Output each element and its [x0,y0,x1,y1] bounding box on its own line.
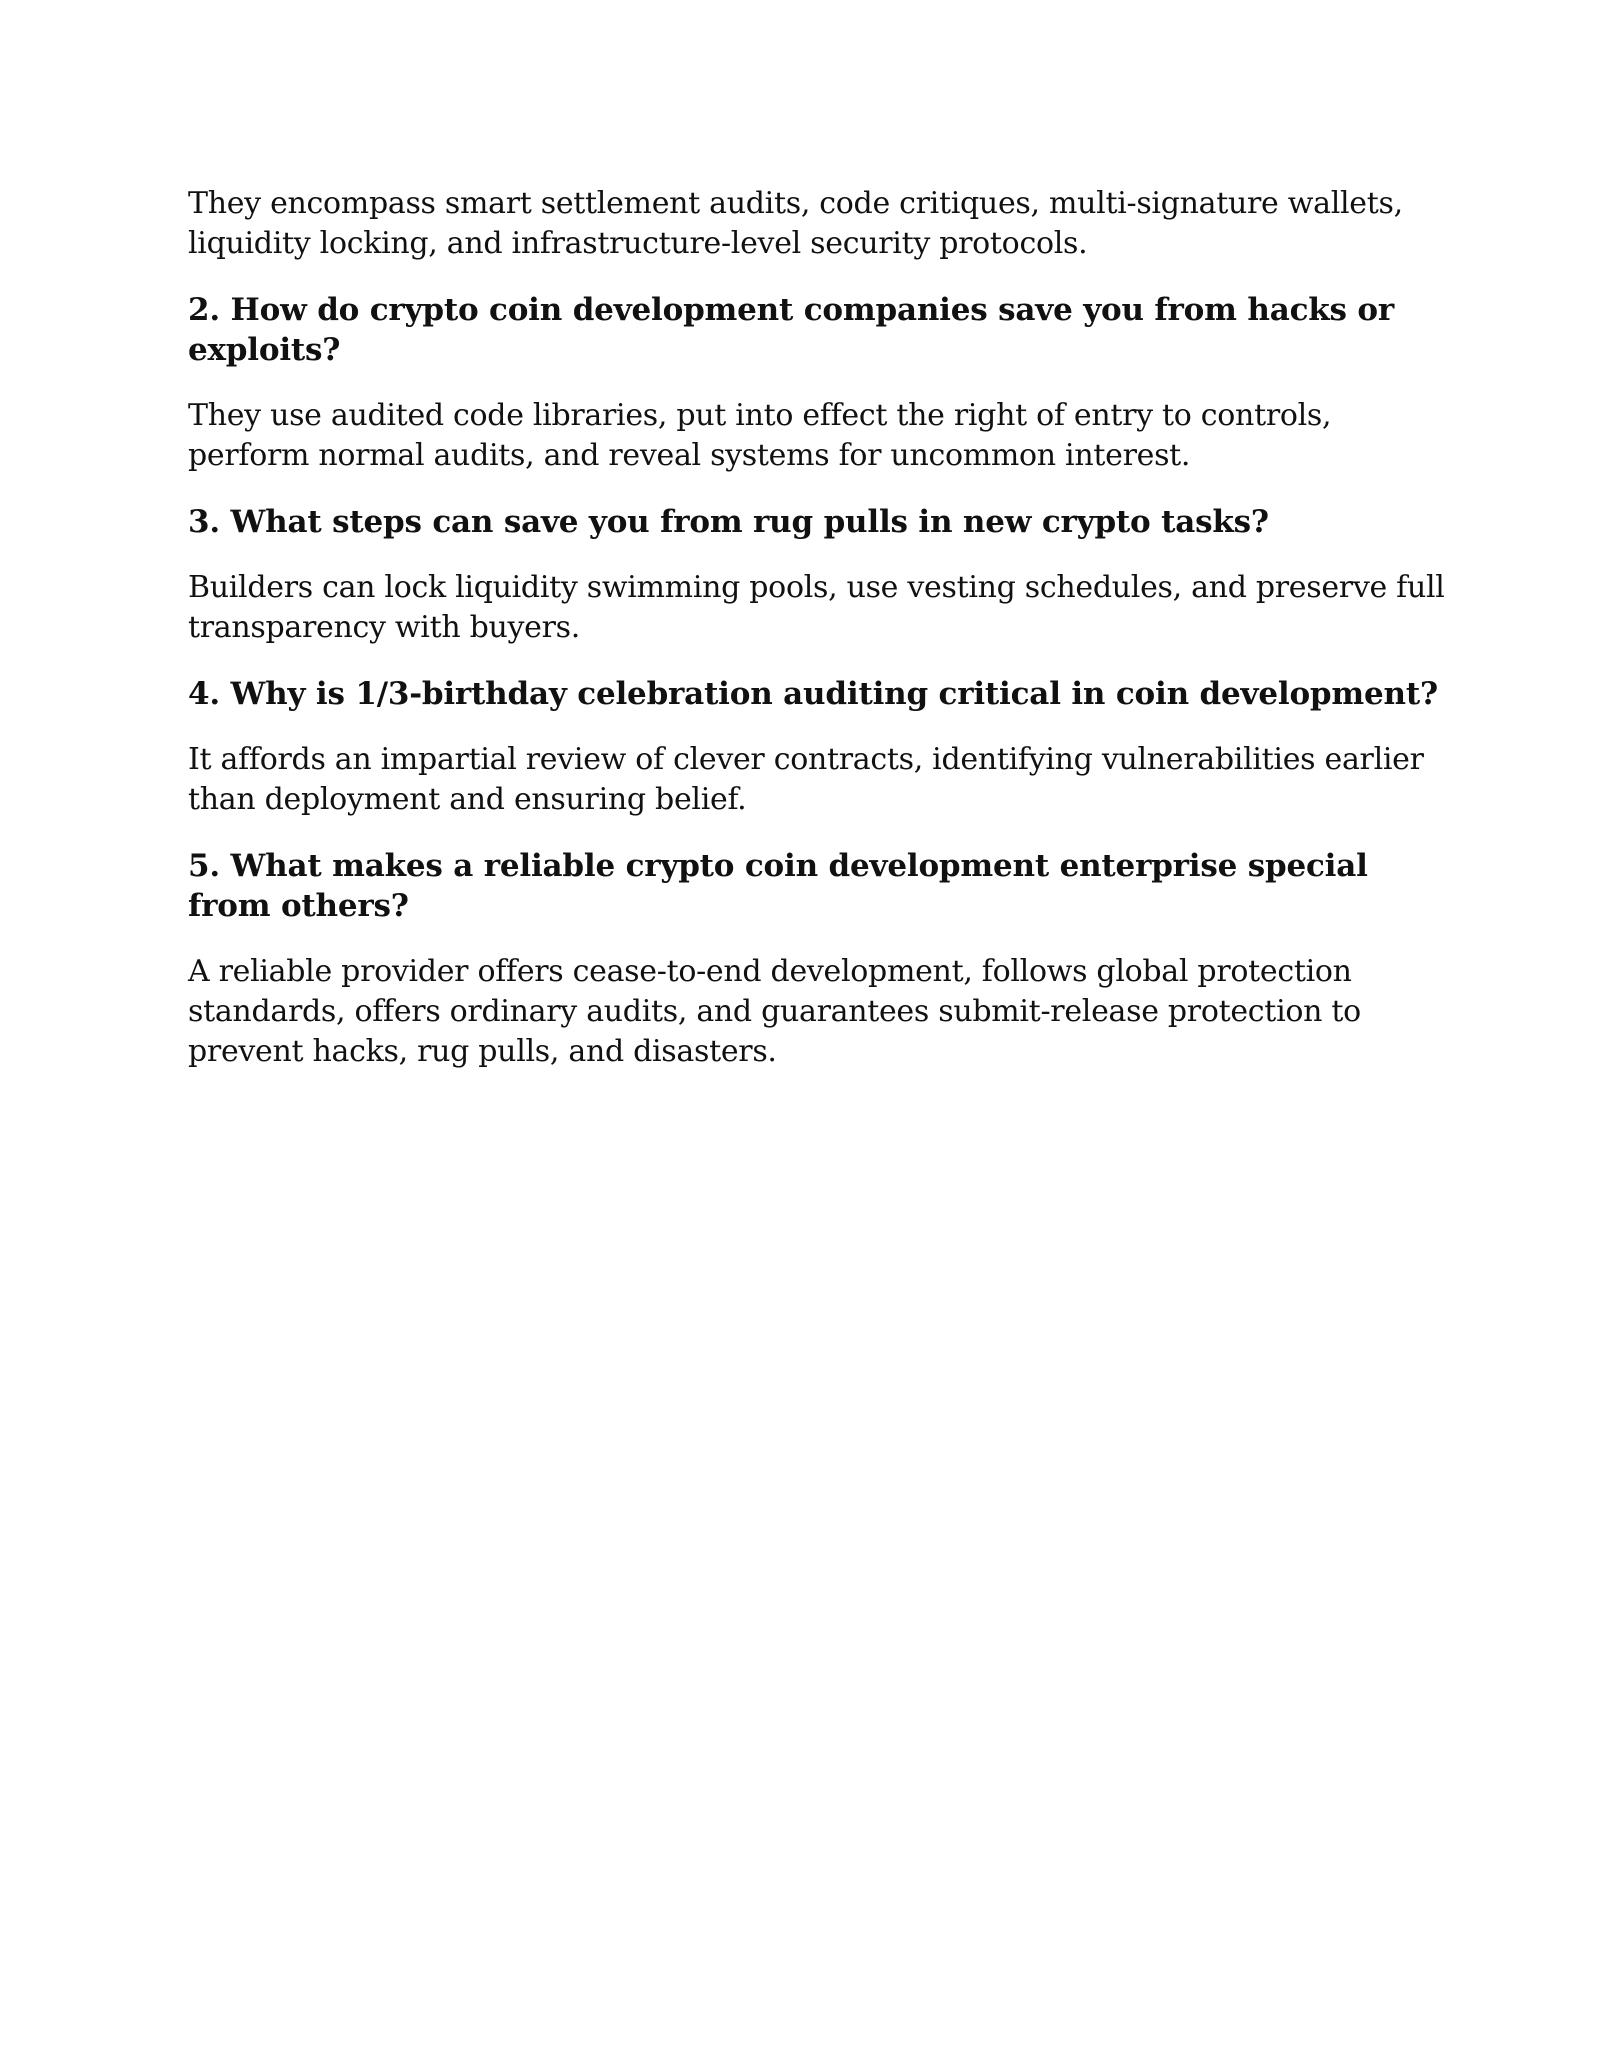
question-3-heading: 3. What steps can save you from rug pulls in new crypto tasks? [188,504,1269,540]
answer-5-paragraph: A reliable provider offers cease-to-end development, follows global protection standards, offers ordinary audits, and guarantees submit-release protection to prevent hacks, rug pulls, and disasters. [188,954,1361,1069]
question-5-heading: 5. What makes a reliable crypto coin development enterprise special from others? [188,848,1368,924]
answer-2-paragraph: They use audited code libraries, put into effect the right of entry to controls, perform normal audits, and reveal systems for uncommon interest. [188,398,1332,473]
question-4-heading: 4. Why is 1/3-birthday celebration auditing critical in coin development? [188,676,1438,712]
answer-4-paragraph: It affords an impartial review of clever contracts, identifying vulnerabilities earlier than deployment and ensuring belief. [188,742,1424,817]
answer-1-paragraph: They encompass smart settlement audits, code critiques, multi-signature wallets, liquidity locking, and infrastructure-level security protocols. [188,186,1403,261]
answer-3-paragraph: Builders can lock liquidity swimming pools, use vesting schedules, and preserve full transparency with buyers. [188,570,1445,645]
question-2-heading: 2. How do crypto coin development companies save you from hacks or exploits? [188,292,1394,368]
document-body [188,184,1448,1098]
